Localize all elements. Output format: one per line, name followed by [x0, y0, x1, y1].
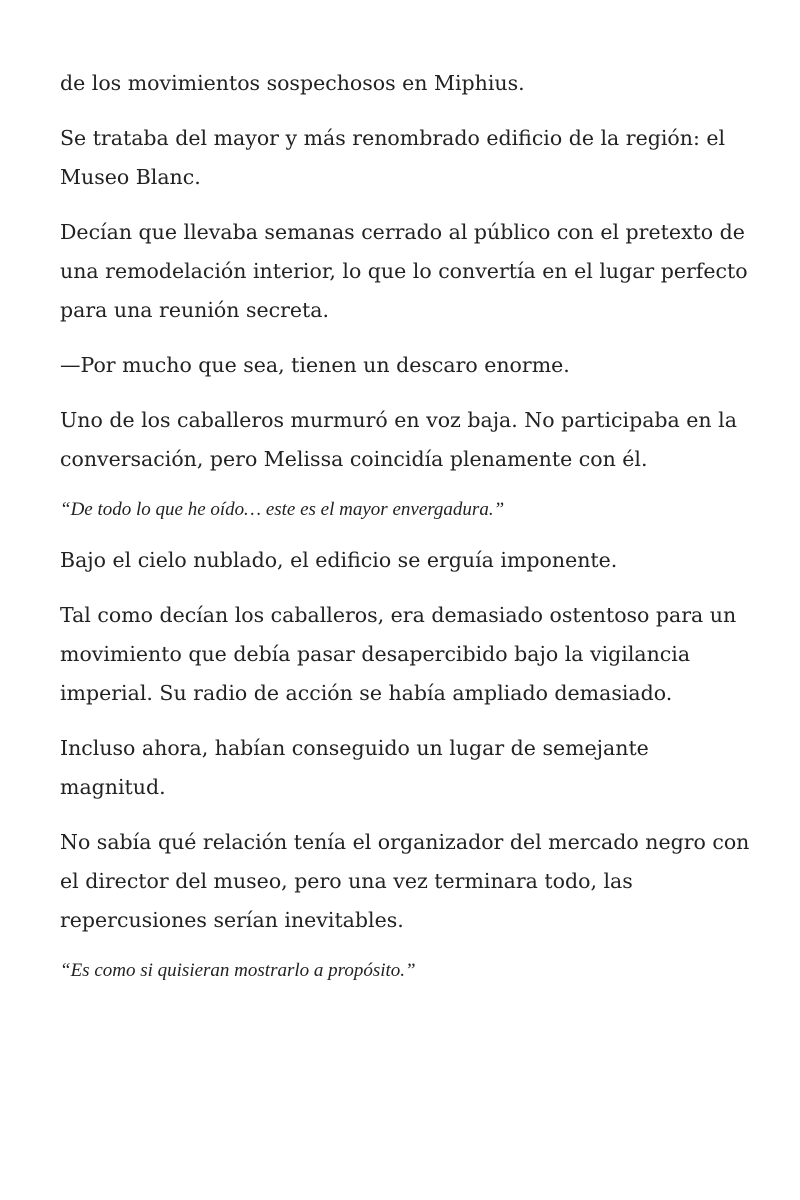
inner-thought: “De todo lo que he oído… este es el mayor envergadura.”: [60, 499, 505, 520]
inner-thought: “Es como si quisieran mostrarlo a propósito.”: [60, 960, 416, 981]
paragraph: Bajo el cielo nublado, el edificio se erguía imponente.: [60, 548, 618, 572]
paragraph: Uno de los caballeros murmuró en voz baja. No participaba en la conversación, pero Melissa coincidía plenamente con él.: [60, 408, 737, 471]
dialogue-line: —Por mucho que sea, tienen un descaro enorme.: [60, 353, 570, 377]
paragraph: Decían que llevaba semanas cerrado al público con el pretexto de una remodelación interior, lo que lo convertía en el lugar perfecto para una reunión secreta.: [60, 220, 748, 322]
paragraph: de los movimientos sospechosos en Miphius.: [60, 71, 525, 95]
paragraph: Incluso ahora, habían conseguido un lugar de semejante magnitud.: [60, 736, 649, 799]
paragraph: Se trataba del mayor y más renombrado edificio de la región: el Museo Blanc.: [60, 126, 726, 189]
document-body: [60, 64, 750, 1002]
paragraph: Tal como decían los caballeros, era demasiado ostentoso para un movimiento que debía pasar desapercibido bajo la vigilancia imperial. Su radio de acción se había ampliado demasiado.: [60, 603, 737, 705]
paragraph: No sabía qué relación tenía el organizador del mercado negro con el director del museo, pero una vez terminara todo, las repercusiones serían inevitables.: [60, 830, 750, 932]
